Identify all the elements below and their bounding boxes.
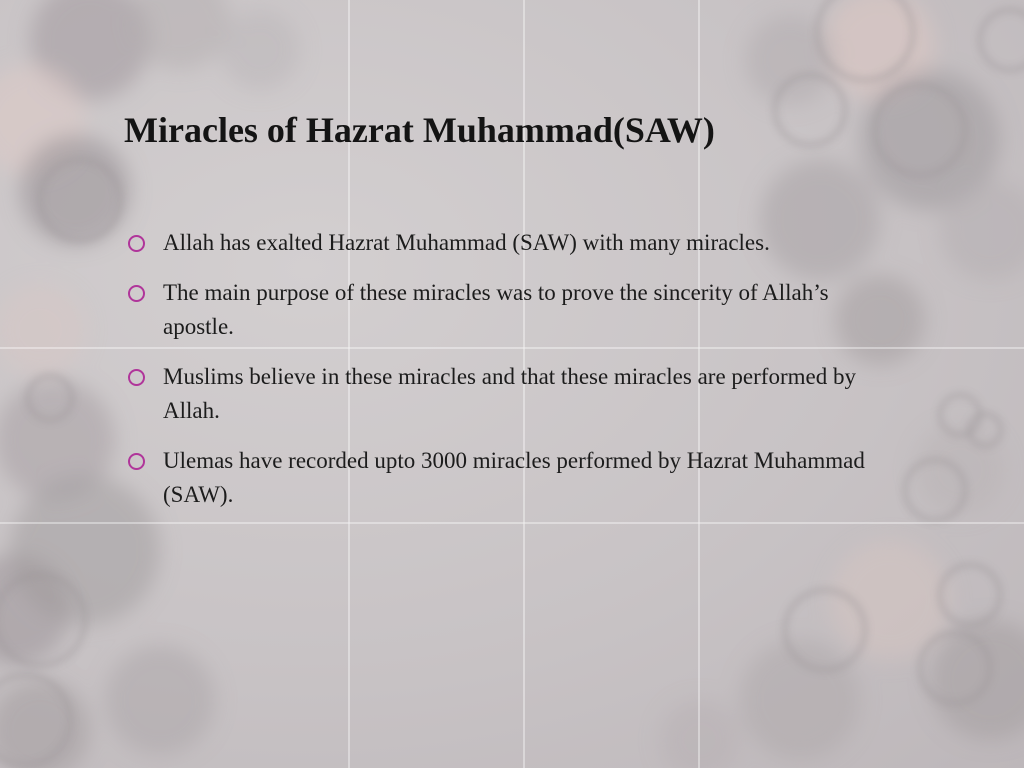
bullet-item [128, 444, 898, 512]
bullet-text: Allah has exalted Hazrat Muhammad (SAW) with many miracles. [163, 230, 770, 255]
hollow-circle-bullet-icon [128, 285, 145, 302]
bullet-item [128, 360, 898, 428]
hollow-circle-bullet-icon [128, 235, 145, 252]
bullet-item [128, 276, 898, 344]
hollow-circle-bullet-icon [128, 369, 145, 386]
bullet-text: The main purpose of these miracles was to prove the sincerity of Allah’s apostle. [163, 280, 829, 339]
bullet-item [128, 226, 898, 260]
bullet-list [128, 226, 898, 528]
bullet-text: Ulemas have recorded upto 3000 miracles performed by Hazrat Muhammad (SAW). [163, 448, 865, 507]
bullet-text: Muslims believe in these miracles and that these miracles are performed by Allah. [163, 364, 856, 423]
slide-title: Miracles of Hazrat Muhammad(SAW) [124, 110, 715, 150]
hollow-circle-bullet-icon [128, 453, 145, 470]
